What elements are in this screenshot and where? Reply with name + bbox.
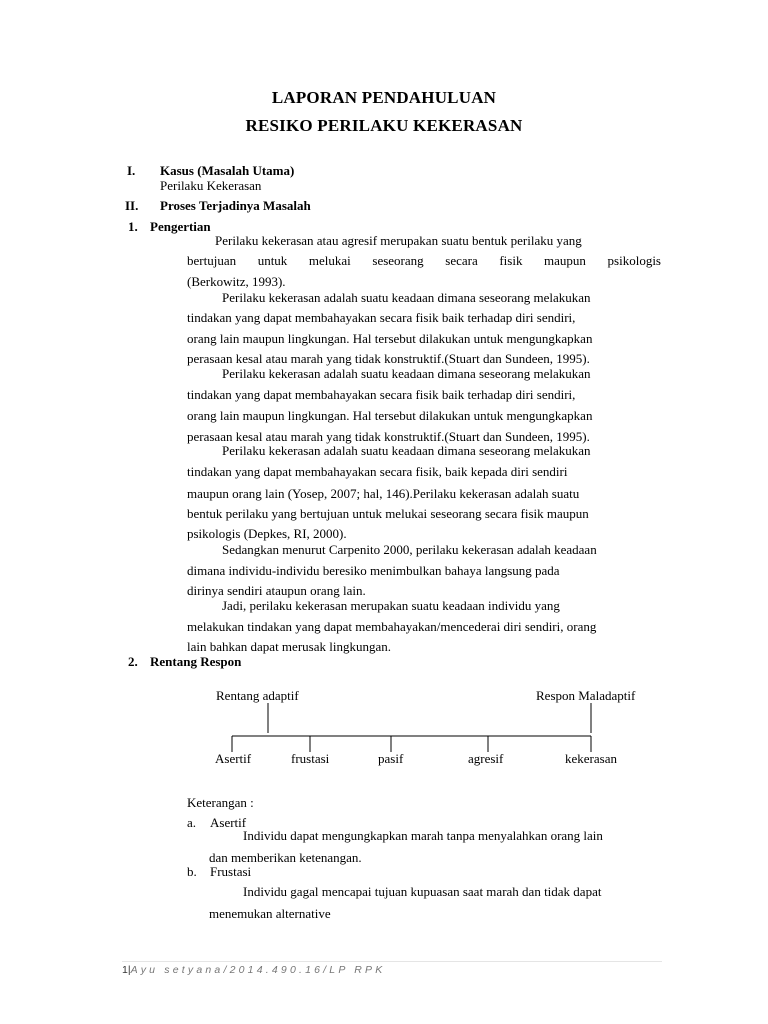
paragraph-1-line-3: (Berkowitz, 1993). [187,274,286,289]
footer-text: Ayu setyana/2014.490.16/LP RPK [130,964,386,976]
paragraph-2-line-4: perasaan kesal atau marah yang tidak konstruktif.(Stuart dan Sundeen, 1995). [187,351,590,366]
paragraph-4-line-2: tindakan yang dapat membahayakan secara fisik, baik kepada diri sendiri [187,464,568,479]
list-a-term: Asertif [210,815,247,830]
paragraph-4-line-5: psikologis (Depkes, RI, 2000). [187,526,347,541]
paragraph-5-line-3: dirinya sendiri ataupun orang lain. [187,583,366,598]
diagram-item-kekerasan: kekerasan [565,751,617,766]
paragraph-1-line-2: bertujuan untuk melukai seseorang secara fisik maupun psikologis [187,253,661,268]
paragraph-4-line-4: bentuk perilaku yang bertujuan untuk melukai seseorang secara fisik maupun [187,506,589,521]
list-b-letter: b. [187,864,197,879]
paragraph-6-line-1: Jadi, perilaku kekerasan merupakan suatu keadaan individu yang [222,598,560,613]
diagram-right-label: Respon Maladaptif [536,688,636,703]
list-a-line-2: dan memberikan ketenangan. [209,850,362,865]
section-1-content: Perilaku Kekerasan [160,178,262,193]
paragraph-3-line-3: orang lain maupun lingkungan. Hal tersebut dilakukan untuk mengungkapkan [187,408,593,423]
section-1-number: I. [127,163,136,178]
diagram-left-label: Rentang adaptif [216,688,299,703]
section-2-heading: Proses Terjadinya Masalah [160,198,311,213]
list-b-line-2: menemukan alternative [209,906,331,921]
footer-separator: | [127,964,131,976]
subsection-2-heading: Rentang Respon [150,654,242,669]
page-footer [122,964,385,976]
paragraph-2-line-2: tindakan yang dapat membahayakan secara fisik baik terhadap diri sendiri, [187,310,576,325]
paragraph-3-line-2: tindakan yang dapat membahayakan secara fisik baik terhadap diri sendiri, [187,387,576,402]
paragraph-5-line-1: Sedangkan menurut Carpenito 2000, perilaku kekerasan adalah keadaan [222,542,597,557]
paragraph-4-line-1: Perilaku kekerasan adalah suatu keadaan dimana seseorang melakukan [222,443,591,458]
paragraph-3-line-1: Perilaku kekerasan adalah suatu keadaan dimana seseorang melakukan [222,366,591,381]
list-b-line-1: Individu gagal mencapai tujuan kupuasan saat marah dan tidak dapat [243,884,602,899]
diagram-item-asertif: Asertif [215,751,252,766]
keterangan-label: Keterangan : [187,795,254,810]
list-a-line-1: Individu dapat mengungkapkan marah tanpa menyalahkan orang lain [243,828,603,843]
paragraph-2-line-1: Perilaku kekerasan adalah suatu keadaan dimana seseorang melakukan [222,290,591,305]
diagram-item-agresif: agresif [468,751,504,766]
page-number: 1 [122,964,128,976]
document-subtitle: RESIKO PERILAKU KEKERASAN [245,116,523,135]
list-b-term: Frustasi [210,864,252,879]
paragraph-5-line-2: dimana individu-individu beresiko menimbulkan bahaya langsung pada [187,563,560,578]
paragraph-6-line-3: lain bahkan dapat merusak lingkungan. [187,639,391,654]
paragraph-3-line-4: perasaan kesal atau marah yang tidak konstruktif.(Stuart dan Sundeen, 1995). [187,429,590,444]
section-2-number: II. [125,198,139,213]
paragraph-4-line-3: maupun orang lain (Yosep, 2007; hal, 146).Perilaku kekerasan adalah suatu [187,486,580,501]
diagram-item-frustasi: frustasi [291,751,330,766]
paragraph-6-line-2: melakukan tindakan yang dapat membahayakan/mencederai diri sendiri, orang [187,619,597,634]
document-title: LAPORAN PENDAHULUAN [271,88,497,107]
paragraph-1-line-1: Perilaku kekerasan atau agresif merupakan suatu bentuk perilaku yang [215,233,582,248]
subsection-2-number: 2. [128,654,138,669]
subsection-1-number: 1. [128,219,138,234]
footer-divider [122,961,662,962]
paragraph-2-line-3: orang lain maupun lingkungan. Hal tersebut dilakukan untuk mengungkapkan [187,331,593,346]
section-1-heading: Kasus (Masalah Utama) [160,163,295,178]
diagram-item-pasif: pasif [378,751,404,766]
list-a-letter: a. [187,815,197,830]
subsection-1-heading: Pengertian [150,219,211,234]
